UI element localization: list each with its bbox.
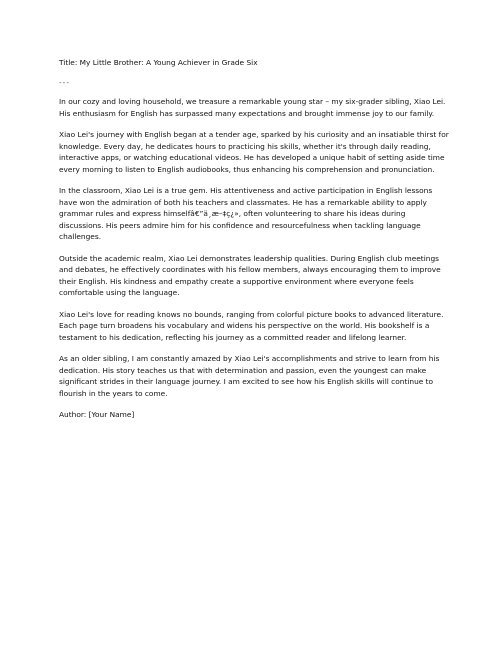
paragraph-line: Outside the academic realm, Xiao Lei demonstrates leadership qualities. During English club meetings [59,253,439,263]
spacer [59,299,451,309]
paragraph-3 [59,185,451,243]
paragraph-line: knowledge. Every day, he dedicates hours to practicing his skills, whether it's through daily reading, [59,141,431,151]
spacer [59,119,451,129]
separator-line: --- [59,77,71,87]
paragraph-line: challenges. [59,232,102,241]
paragraph-line: interactive apps, or watching educational videos. He has developed a unique habit of setting aside time [59,153,445,162]
paragraph-line: significant strides in their language journey. I am excited to see how his English skills will continue to [59,377,434,386]
paragraph-line: testament to his dedication, reflecting his journey as a committed reader and lifelong learner. [59,332,407,342]
paragraph-line: and debates, he effectively coordinates with his fellow members, always encouraging them to improve [59,265,441,274]
spacer [59,175,451,185]
paragraph-4 [59,253,451,299]
paragraph-line: dedication. His story teaches us that with determination and passion, even the youngest can make [59,365,427,375]
paragraph-line: Xiao Lei's love for reading knows no bounds, ranging from colorful picture books to advanced literature. [59,309,444,319]
author-line: Author: [Your Name] [59,410,135,419]
paragraph-2 [59,129,451,175]
paragraph-line: As an older sibling, I am constantly amazed by Xiao Lei's accomplishments and strive to learn from his [59,354,440,363]
spacer [59,88,451,96]
paragraph-line: discussions. His peers admire him for his confidence and resourcefulness when tackling language [59,220,421,230]
paragraph-line: In the classroom, Xiao Lei is a true gem. His attentiveness and active participation in English lessons [59,186,433,195]
paragraph-line: His enthusiasm for English has surpassed many expectations and brought immense joy to our family. [59,108,435,118]
paragraph-line: Each page turn broadens his vocabulary and widens his perspective on the world. His bookshelf is a [59,321,430,330]
paragraph-5 [59,309,451,344]
paragraph-line: grammar rules and express himselfâ€”ä¸æ–‡ç¿», often volunteering to share his ideas during [59,209,406,218]
spacer [59,69,451,77]
spacer [59,343,451,353]
paragraph-line: flourish in the years to come. [59,388,168,398]
paragraph-line: Xiao Lei's journey with English began at a tender age, sparked by his curiosity and an insatiable thirst for [59,130,449,139]
paragraph-line: their English. His kindness and empathy create a supportive environment where everyone feels [59,276,414,286]
paragraph-6 [59,353,451,399]
spacer [59,399,451,409]
document-body [59,57,451,421]
document-title: Title: My Little Brother: A Young Achiever in Grade Six [59,58,258,67]
paragraph-line: comfortable using the language. [59,288,180,297]
spacer [59,243,451,253]
paragraph-line: have won the admiration of both his teachers and classmates. He has a remarkable ability to apply [59,197,427,207]
paragraph-line: In our cozy and loving household, we treasure a remarkable young star – my six-grader sibling, Xiao Lei. [59,97,446,106]
paragraph-1 [59,96,451,119]
paragraph-line: every morning to listen to English audiobooks, thus enhancing his comprehension and pronunciation. [59,164,435,174]
